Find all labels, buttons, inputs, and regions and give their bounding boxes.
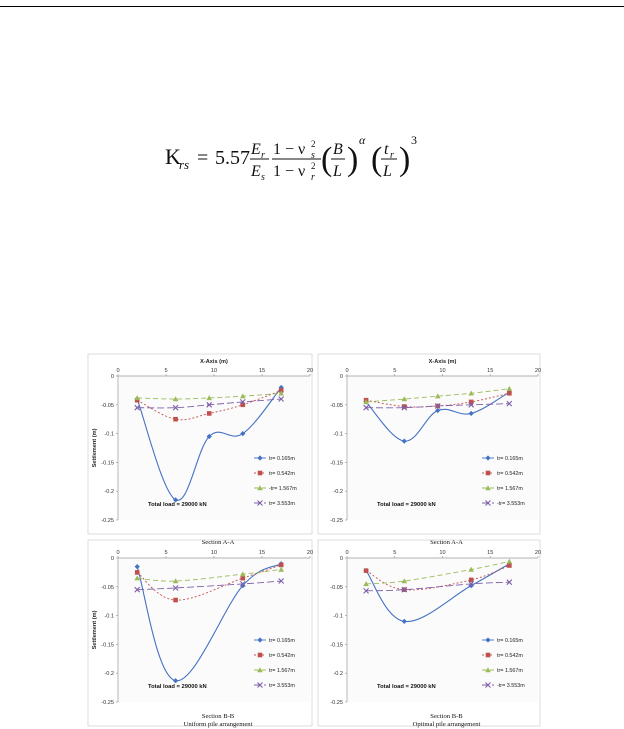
chart-caption: Section A-A [430,539,463,546]
chart-caption: Section B-B [201,713,235,720]
y-tick-label: -0.25 [101,700,114,706]
legend-swatch-marker [486,653,491,658]
legend-swatch-marker [258,471,263,476]
legend-label: tr= 0.542m [269,653,295,659]
legend-label: tr= 0.165m [497,638,523,644]
x-tick-label: 15 [487,550,494,556]
formula-coef: 5.57 [215,147,250,169]
y-tick-label: 0 [110,374,114,380]
y-tick-label: -0.05 [101,584,114,591]
x-tick-label: 10 [210,368,218,374]
stiffness-formula [163,128,463,188]
legend-label: tr= 1.567m [497,668,523,674]
formula-es-sub: s [261,172,265,183]
legend-label: -tr= 3.553m [497,683,525,689]
legend-swatch-marker [258,653,263,658]
x-tick-label: 20 [534,550,542,556]
x-tick-label: 5 [393,550,397,556]
data-point [507,563,512,568]
x-tick-label: 0 [116,550,120,556]
formula-er: E [251,141,261,158]
formula-alpha: α [359,133,366,147]
legend-label: -tr= 1.567m [269,486,297,492]
formula-k-sub: rs [179,157,190,172]
formula-paren2-close: ) [399,141,411,178]
data-point [507,391,512,396]
y-axis-title: Settlement (m) [92,428,98,468]
y-tick-label: 0 [339,374,343,380]
legend-label: tr= 0.542m [497,653,523,659]
formula-den2: 1 − ν [273,163,306,180]
chart-panel-top-right [318,354,541,546]
y-tick-label: 0 [110,556,114,562]
formula-es: E [251,163,261,180]
x-tick-label: 0 [345,550,349,556]
settlement-figure [86,352,548,729]
total-load-annotation: Total load = 29000 kN [377,684,436,690]
formula-svg [163,128,463,188]
y-tick-label: -0.15 [330,642,343,649]
x-tick-label: 5 [164,550,168,556]
x-axis-title: X-Axis (m) [200,359,228,365]
y-tick-label: -0.05 [101,402,114,409]
data-point [173,417,178,422]
chart-panel-bottom-left [88,540,313,728]
chart-caption: Uniform pile arrangement [183,721,253,728]
legend-label: tr= 0.165m [269,456,295,462]
formula-b: B [333,141,343,158]
x-tick-label: 5 [164,368,168,374]
formula-paren-close: ) [347,141,359,178]
chart-caption: Optimal pile arrangement [412,721,481,728]
y-tick-label: -0.2 [333,671,343,678]
y-axis-title: Settlement (m) [92,610,98,650]
legend-label: tr= 0.542m [497,471,523,477]
x-tick-label: 0 [345,368,349,374]
y-tick-label: -0.1 [104,431,114,438]
total-load-annotation: Total load = 29000 kN [377,502,436,508]
x-tick-label: 15 [258,368,266,374]
formula-l: L [333,163,342,180]
formula-num2-sub: s [311,150,315,161]
y-tick-label: -0.25 [330,518,343,524]
legend-label: -tr= 3.553m [497,501,525,507]
data-point [135,570,140,575]
formula-l2: L [383,163,392,180]
y-tick-label: -0.2 [333,489,343,496]
data-point [469,578,474,583]
formula-paren-open: ( [321,141,333,178]
y-tick-label: 0 [339,556,343,562]
x-axis-title: X-Axis (m) [428,359,457,365]
y-tick-label: -0.1 [333,431,343,438]
x-tick-label: 0 [116,368,120,374]
chart-panel-top-left [88,354,313,546]
formula-den2-sub: r [311,172,315,183]
data-point [241,576,246,581]
formula-tr-sub: r [390,150,394,161]
chart-panel-bottom-right [318,540,541,728]
y-tick-label: -0.15 [330,460,343,467]
y-tick-label: -0.15 [101,460,114,467]
y-tick-label: -0.1 [333,613,343,620]
y-tick-label: -0.25 [330,700,343,706]
data-point [279,563,284,568]
y-tick-label: -0.25 [101,518,114,524]
y-tick-label: -0.1 [104,613,114,620]
y-tick-label: -0.15 [101,642,114,649]
y-tick-label: -0.2 [104,489,114,496]
formula-er-sub: r [261,150,265,161]
x-tick-label: 20 [306,368,314,374]
data-point [207,411,212,416]
legend-label: tr= 0.542m [269,471,295,477]
data-point [364,568,369,573]
x-tick-label: 15 [487,368,494,374]
x-tick-label: 10 [210,550,218,556]
data-point [173,598,178,603]
legend-label: tr= 3.553m [269,683,295,689]
x-tick-label: 10 [439,550,446,556]
formula-den2-sq: 2 [311,161,316,171]
legend-label: tr= 0.165m [497,456,523,462]
chart-caption: Section B-B [430,713,463,720]
legend-label: tr= 1.567m [269,668,295,674]
formula-num2-sq: 2 [311,139,316,149]
x-tick-label: 15 [258,550,266,556]
formula-tr: t [384,141,389,158]
legend-label: tr= 0.165m [269,638,295,644]
total-load-annotation: Total load = 29000 kN [148,502,207,508]
charts-svg [86,352,548,729]
y-tick-label: -0.05 [330,584,343,591]
plot-area [347,376,538,520]
x-tick-label: 5 [393,368,397,374]
legend-swatch-marker [486,471,491,476]
legend-label: tr= 3.553m [269,501,295,507]
y-tick-label: -0.05 [330,402,343,409]
formula-num2: 1 − ν [273,141,306,158]
formula-equals: = [197,147,209,169]
plot-area [347,558,538,702]
x-tick-label: 10 [439,368,446,374]
legend-label: tr= 1.567m [497,486,523,492]
chart-caption: Section A-A [201,539,235,546]
formula-cube: 3 [411,133,417,147]
formula-k: K [165,144,181,169]
total-load-annotation: Total load = 29000 kN [148,684,207,690]
y-tick-label: -0.2 [104,671,114,678]
page-top-rule [0,6,624,7]
formula-paren2-open: ( [371,141,383,178]
x-tick-label: 20 [306,550,314,556]
x-tick-label: 20 [534,368,542,374]
